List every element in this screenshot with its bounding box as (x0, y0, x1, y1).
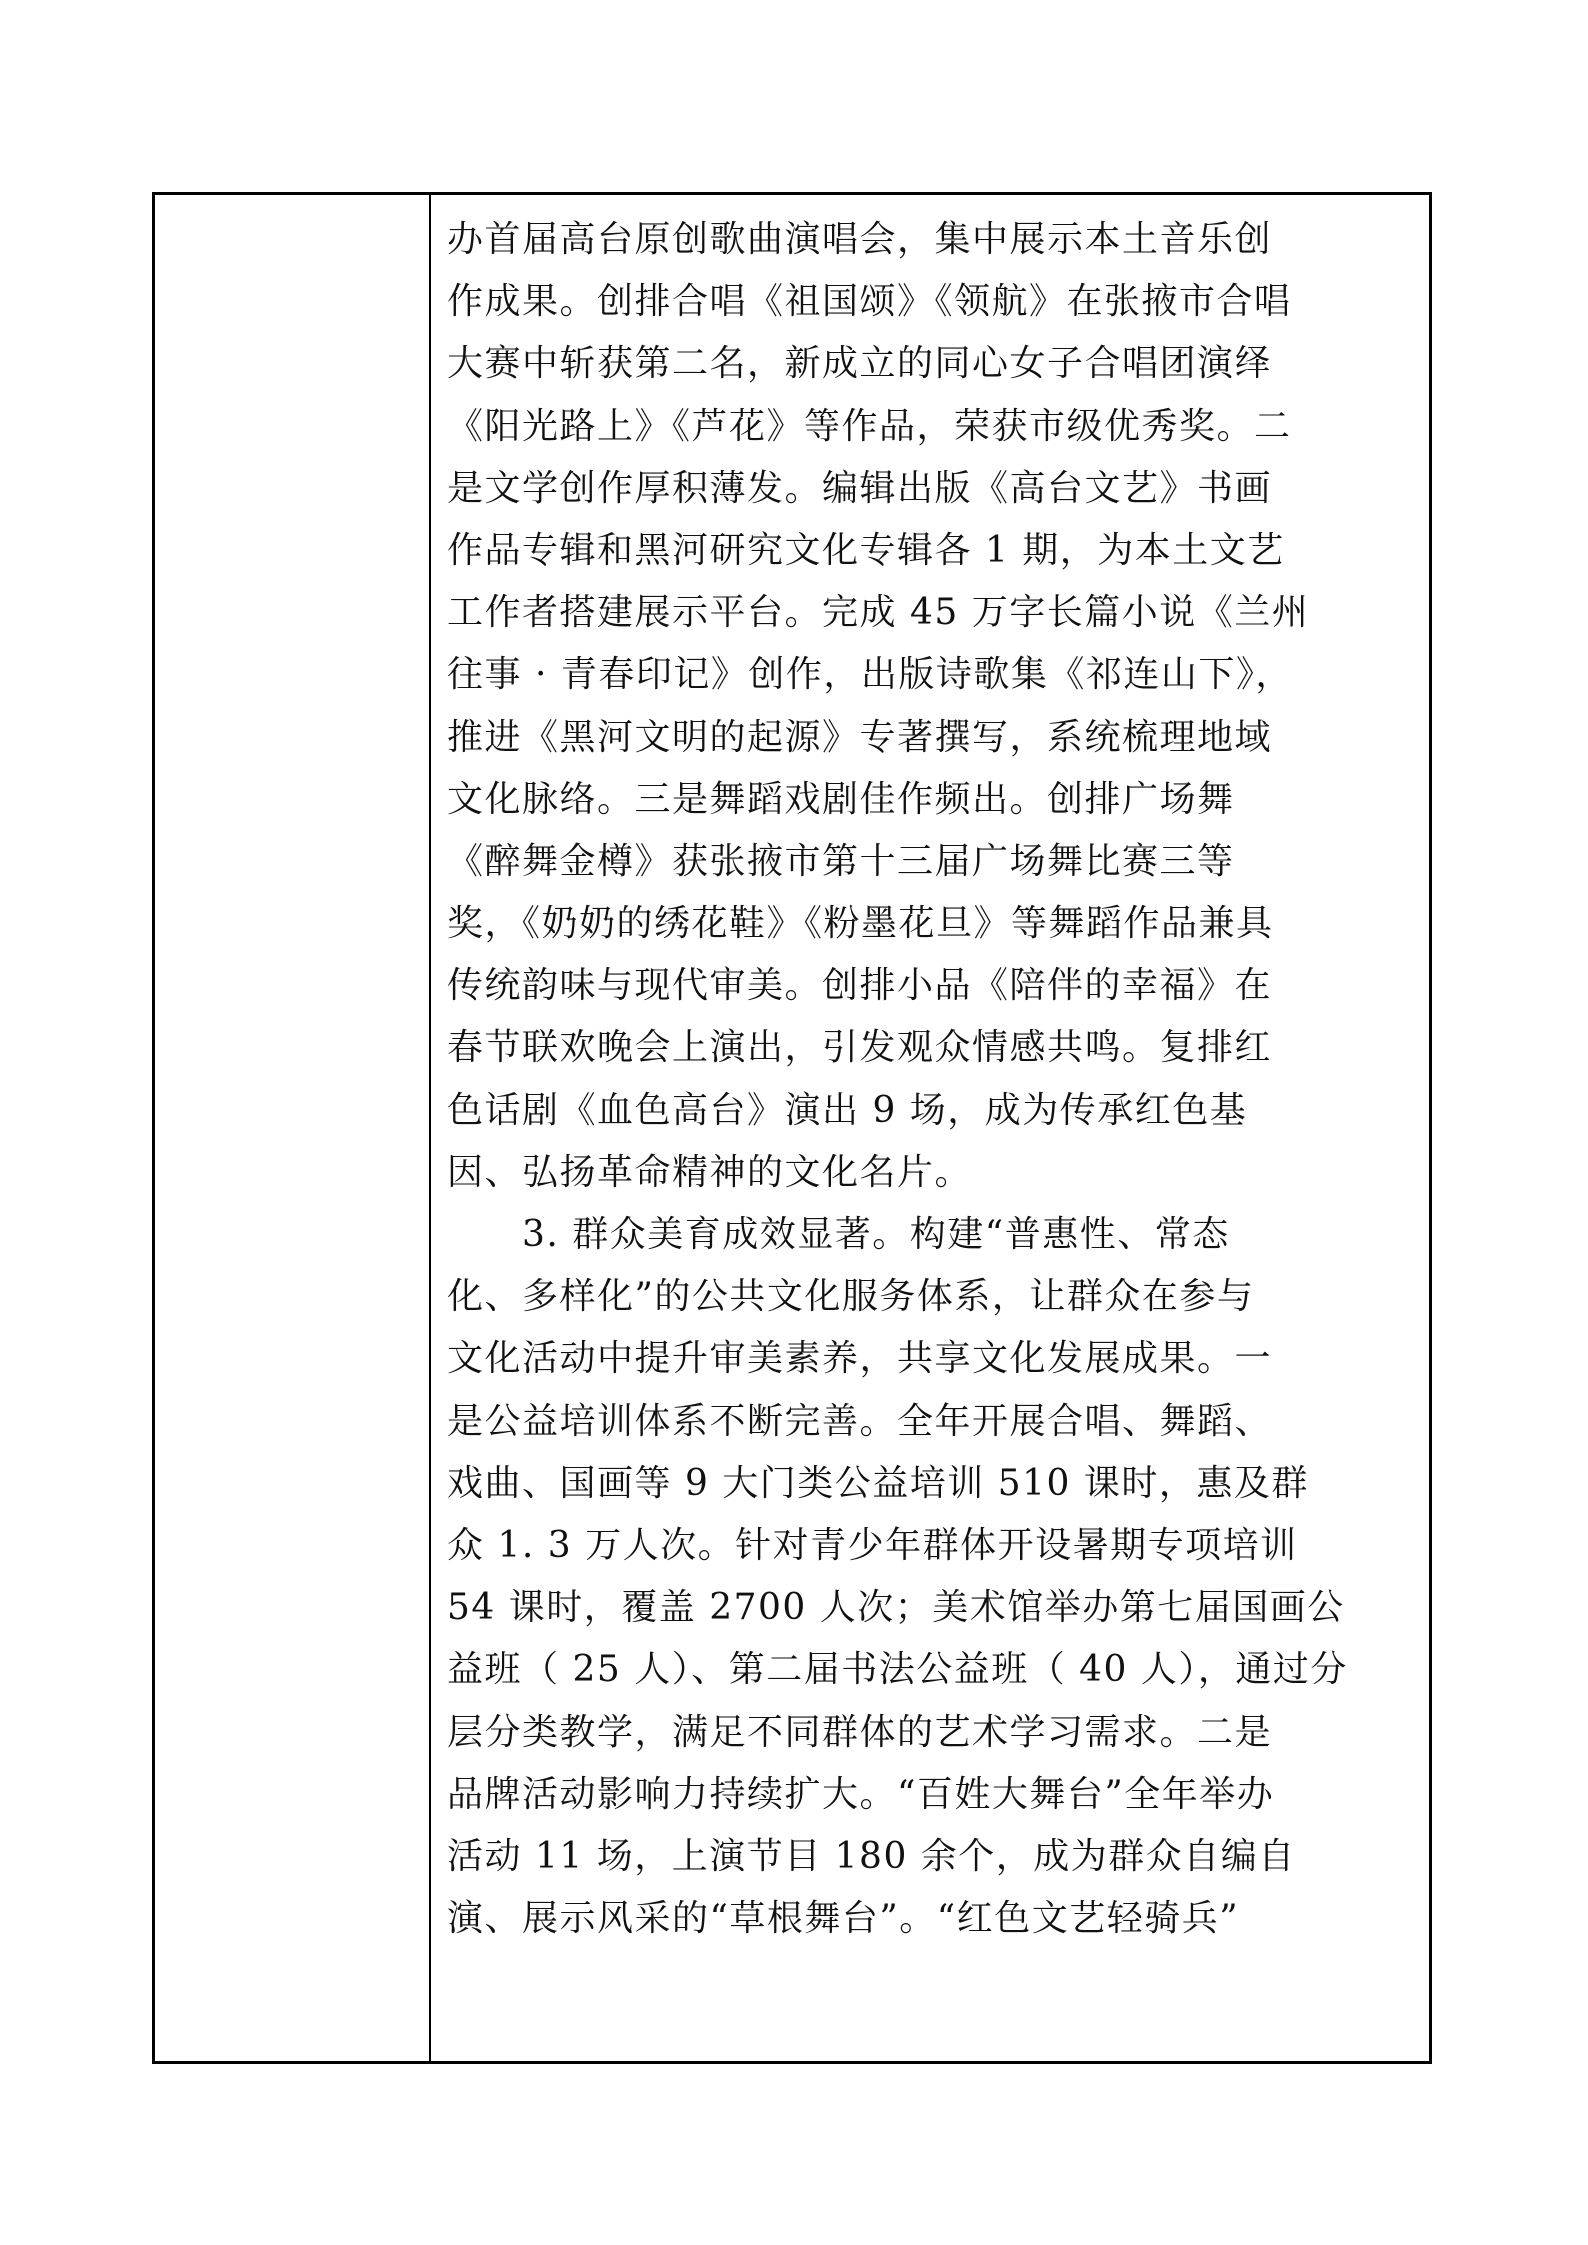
table-right-cell (447, 209, 1407, 1950)
column-divider (429, 195, 431, 2061)
text-line: 大赛中斩获第二名，新成立的同心女子合唱团演绎 (447, 343, 1273, 385)
text-line: 办首届高台原创歌曲演唱会，集中展示本土音乐创 (447, 219, 1273, 260)
text-line: 是文学创作厚积薄发。编辑出版《高台文艺》书画 (447, 467, 1273, 509)
text-line: 因、弘扬革命精神的文化名片。 (447, 1151, 973, 1193)
text-line: 品牌活动影响力持续扩大。“百姓大舞台”全年举办 (447, 1773, 1275, 1815)
text-line: 作品专辑和黑河研究文化专辑各 1 期，为本土文艺 (447, 529, 1285, 571)
document-table (152, 192, 1432, 2064)
text-line: 工作者搭建展示平台。完成 45 万字长篇小说《兰州 (447, 592, 1310, 634)
text-line: 3. 群众美育成效显著。构建“普惠性、常态 (447, 1214, 1230, 1255)
text-line: 54 课时，覆盖 2700 人次；美术馆举办第七届国画公 (447, 1587, 1345, 1629)
text-line: 戏曲、国画等 9 大门类公益培训 510 课时，惠及群 (447, 1462, 1309, 1504)
text-line: 推进《黑河文明的起源》专著撰写，系统梳理地域 (447, 716, 1273, 758)
text-line: 文化活动中提升审美素养，共享文化发展成果。一 (447, 1338, 1273, 1380)
text-line: 层分类教学，满足不同群体的艺术学习需求。二是 (447, 1711, 1273, 1753)
text-line: 奖，《奶奶的绣花鞋》《粉墨花旦》等舞蹈作品兼具 (447, 903, 1274, 945)
text-line: 众 1. 3 万人次。针对青少年群体开设暑期专项培训 (447, 1524, 1298, 1566)
text-line: 益班（ 25 人）、第二届书法公益班（ 40 人），通过分 (447, 1649, 1348, 1691)
text-line: 化、多样化”的公共文化服务体系，让群众在参与 (447, 1276, 1255, 1318)
text-line: 《醉舞金樽》获张掖市第十三届广场舞比赛三等 (447, 840, 1235, 882)
text-line: 作成果。创排合唱《祖国颂》《领航》在张掖市合唱 (447, 281, 1292, 323)
text-line: 是公益培训体系不断完善。全年开展合唱、舞蹈、 (447, 1400, 1273, 1442)
text-line: 往事 · 青春印记》创作，出版诗歌集《祁连山下》， (447, 654, 1293, 696)
text-line: 传统韵味与现代审美。创排小品《陪伴的幸福》在 (447, 965, 1273, 1007)
text-line: 活动 11 场，上演节目 180 余个，成为群众自编自 (447, 1835, 1296, 1877)
text-line: 文化脉络。三是舞蹈戏剧佳作频出。创排广场舞 (447, 778, 1235, 820)
text-line: 色话剧《血色高台》演出 9 场，成为传承红色基 (447, 1089, 1248, 1131)
text-line: 《阳光路上》《芦花》等作品，荣获市级优秀奖。二 (447, 405, 1292, 447)
table-left-cell (155, 195, 429, 2061)
text-line: 春节联欢晚会上演出，引发观众情感共鸣。复排红 (447, 1027, 1273, 1069)
text-line: 演、展示风采的“草根舞台”。“红色文艺轻骑兵” (447, 1898, 1240, 1940)
